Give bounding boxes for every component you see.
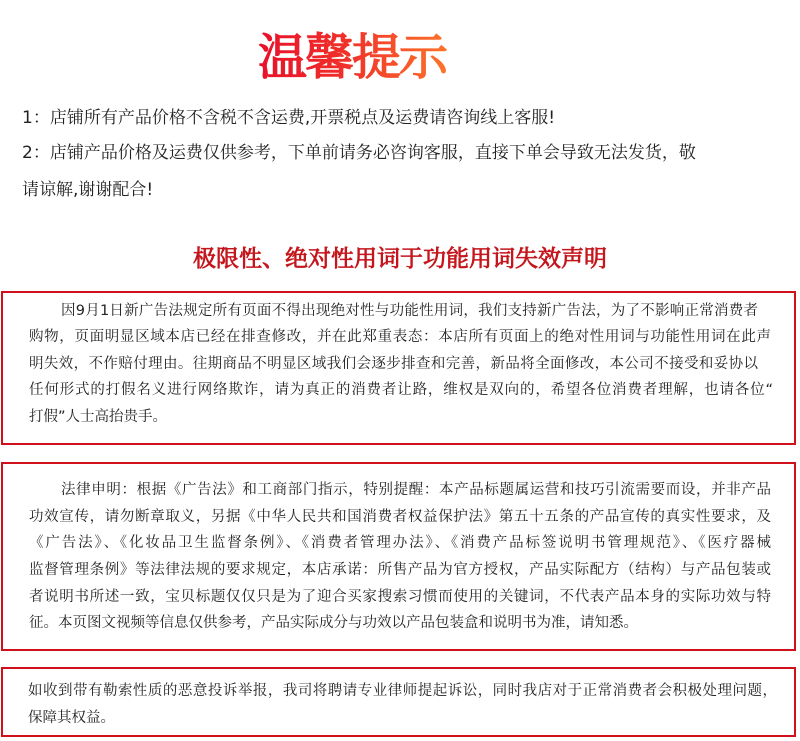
box1-line: 打假”人士高抬贵手。 bbox=[29, 409, 168, 425]
box1-line: 任何形式的打假名义进行网络欺诈，请为真正的消费者让路，维权是双向的，希望各位消费者理解，也请各位“ bbox=[29, 382, 773, 398]
box1-line: 因9月1日新广告法规定所有页面不得出现绝对性与功能性用词，我们支持新广告法，为了不影响正常消费者 bbox=[61, 303, 758, 319]
disclaimer-box-2 bbox=[1, 462, 796, 651]
note-line-1: 1：店铺所有产品价格不含税不含运费,开票税点及运费请咨询线上客服! bbox=[22, 108, 556, 128]
box3-line: 如收到带有勒索性质的恶意投诉举报，我司将聘请专业律师提起诉讼，同时我店对于正常消费者会积极处理问题， bbox=[28, 683, 777, 699]
disclaimer-box-3 bbox=[1, 667, 796, 737]
box1-line: 购物，页面明显区域本店已经在排查修改，并在此郑重表态：本店所有页面上的绝对性用词与功能性用词在此声 bbox=[29, 329, 771, 345]
disclaimer-box-1 bbox=[1, 291, 796, 445]
box2-line: 法律申明：根据《广告法》和工商部门指示，特别提醒：本产品标题属运营和技巧引流需要而设，并非产品 bbox=[61, 482, 771, 498]
note-line-2: 2：店铺产品价格及运费仅供参考，下单前请务必咨询客服，直接下单会导致无法发货，敬 bbox=[22, 143, 696, 163]
box2-line: 功效宣传，请勿断章取义，另据《中华人民共和国消费者权益保护法》第五十五条的产品宣传的真实性要求，及 bbox=[29, 509, 771, 525]
page-title: 温馨提示 bbox=[258, 28, 458, 88]
box2-line: 者说明书所述一致，宝贝标题仅仅只是为了迎合买家搜索习惯而使用的关键词，不代表产品本身的实际功效与特 bbox=[29, 589, 771, 605]
box2-line: 《广告法》、《化妆品卫生监督条例》、《消费者管理办法》、《消费产品标签说明书管理规范》、《医疗器械 bbox=[29, 535, 771, 551]
box2-line: 征。本页图文视频等信息仅供参考，产品实际成分与功效以产品包装盒和说明书为准，请知悉。 bbox=[29, 615, 638, 631]
note-line-3: 请谅解,谢谢配合! bbox=[22, 180, 154, 200]
box1-line: 明失效，不作赔付理由。往期商品不明显区域我们会逐步排查和完善，新品将全面修改，本公司不接受和妥协以 bbox=[29, 356, 758, 372]
section-heading: 极限性、绝对性用词于功能用词失效声明 bbox=[193, 246, 607, 272]
box2-line: 监督管理条例》等法律法规的要求规定，本店承诺：所售产品为官方授权，产品实际配方（结构）与产品包装或 bbox=[29, 562, 771, 578]
box3-line: 保障其权益。 bbox=[28, 710, 115, 726]
